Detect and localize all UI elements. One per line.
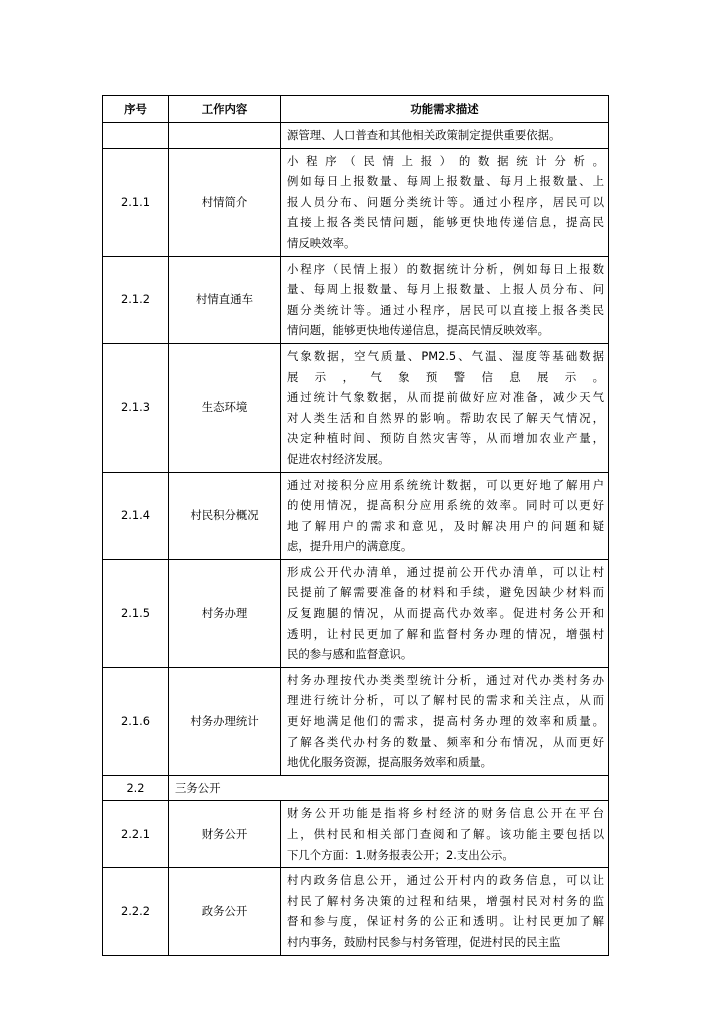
- table-row: [103, 559, 609, 667]
- table-row: [103, 123, 609, 149]
- description-line: 促进农村经济发展。: [287, 451, 390, 466]
- function-description: [281, 123, 609, 149]
- description-line: 例如每日上报数量、每周上报数量、每月上报数量、上: [287, 174, 604, 189]
- table-row: [103, 801, 609, 868]
- description-line: 村内事务，鼓励村民参与村务管理，促进村民的民主监: [287, 934, 561, 949]
- description-line: 源管理、人口普查和其他相关政策制定提供重要依据。: [287, 128, 561, 142]
- table-header-row: [103, 96, 609, 123]
- description-line: 量、每周上报数量、每月上报数量、上报人员分布、问: [287, 282, 604, 297]
- description-line: 的使用情况，提高积分应用系统的效率。同时可以更好: [287, 498, 604, 513]
- header-description: 功能需求描述: [281, 96, 609, 123]
- description-line: 小程序（民情上报）的数据统计分析。: [287, 153, 604, 168]
- table-row: [103, 667, 609, 775]
- description-line: 地优化服务资源，提高服务效率和质量。: [287, 755, 493, 770]
- description-line: 报人员分布、问题分类统计等。通过小程序，居民可以: [287, 194, 604, 209]
- work-content: 政务公开: [169, 868, 281, 955]
- table-row: [103, 256, 609, 343]
- row-number: 2.1.3: [103, 343, 169, 472]
- function-description: [281, 343, 609, 472]
- table-row: [103, 343, 609, 472]
- row-number: 2.1.4: [103, 472, 169, 559]
- work-content: 村务办理: [169, 559, 281, 667]
- function-description: [281, 148, 609, 256]
- description-line: 小程序（民情上报）的数据统计分析，例如每日上报数: [287, 261, 604, 276]
- description-line: 决定种植时间、预防自然灾害等，从而增加农业产量，: [287, 431, 604, 446]
- row-number: 2.1.6: [103, 667, 169, 775]
- description-line: 村务办理按代办类类型统计分析，通过对代办类村务办: [287, 672, 604, 687]
- description-line: 民的参与感和监督意识。: [287, 647, 413, 662]
- row-number: 2.1.5: [103, 559, 169, 667]
- header-no: 序号: [103, 96, 169, 123]
- description-line: 反复跑腿的情况，从而提高代办效率。促进村务公开和: [287, 606, 604, 621]
- description-line: 情问题，能够更快地传递信息，提高民情反映效率。: [287, 323, 549, 338]
- section-row: [103, 775, 609, 801]
- description-line: 村内政务信息公开，通过公开村内的政务信息，可以让: [287, 873, 604, 888]
- description-line: 督和参与度，保证村务的公正和透明。让村民更加了解: [287, 914, 604, 929]
- section-title: 三务公开: [169, 775, 609, 801]
- description-line: 地了解用户的需求和意见，及时解决用户的问题和疑: [287, 518, 604, 533]
- function-description: [281, 868, 609, 955]
- description-line: 形成公开代办清单，通过提前公开代办清单，可以让村: [287, 564, 604, 579]
- description-line: 对人类生活和自然界的影响。帮助农民了解天气情况，: [287, 410, 604, 425]
- table-row: [103, 148, 609, 256]
- description-line: 民提前了解需要准备的材料和手续，避免因缺少材料而: [287, 585, 604, 600]
- function-description: [281, 667, 609, 775]
- function-description: [281, 801, 609, 868]
- requirements-table: [102, 95, 609, 956]
- description-line: 村民了解村务决策的过程和结果，增强村民对村务的监: [287, 893, 604, 908]
- work-content: 财务公开: [169, 801, 281, 868]
- header-work-content: 工作内容: [169, 96, 281, 123]
- description-line: 通过对接积分应用系统统计数据，可以更好地了解用户: [287, 477, 604, 492]
- description-line: 气象数据，空气质量、PM2.5、气温、湿度等基础数据: [287, 348, 604, 363]
- function-description: [281, 256, 609, 343]
- work-content: 村情简介: [169, 148, 281, 256]
- description-line: 更好地满足他们的需求，提高村务办理的效率和质量。: [287, 714, 604, 729]
- description-line: 直接上报各类民情问题，能够更快地传递信息，提高民: [287, 215, 604, 230]
- table-body: [103, 123, 609, 956]
- description-line: 财务公开功能是指将乡村经济的财务信息公开在平台: [287, 806, 604, 821]
- description-line: 展示，气象预警信息展示。: [287, 369, 604, 384]
- section-number: 2.2: [103, 775, 169, 801]
- description-line: 题分类统计等。通过小程序，居民可以直接上报各类民: [287, 302, 604, 317]
- row-number: 2.2.2: [103, 868, 169, 955]
- description-line: 上，供村民和相关部门查阅和了解。该功能主要包括以: [287, 827, 604, 841]
- description-line: 下几个方面：1.财务报表公开；2.支出公示。: [287, 847, 514, 862]
- description-line: 情反映效率。: [287, 235, 356, 250]
- row-number: 2.2.1: [103, 801, 169, 868]
- function-description: [281, 472, 609, 559]
- description-line: 虑，提升用户的满意度。: [287, 539, 413, 554]
- work-content: 生态环境: [169, 343, 281, 472]
- row-number: 2.1.2: [103, 256, 169, 343]
- work-content: [169, 123, 281, 149]
- work-content: 村民积分概况: [169, 472, 281, 559]
- row-number: [103, 123, 169, 149]
- description-line: 透明，让村民更加了解和监督村务办理的情况，增强村: [287, 626, 604, 641]
- work-content: 村务办理统计: [169, 667, 281, 775]
- work-content: 村情直通车: [169, 256, 281, 343]
- description-line: 了解各类代办村务的数量、频率和分布情况，从而更好: [287, 734, 604, 749]
- row-number: 2.1.1: [103, 148, 169, 256]
- table-row: [103, 472, 609, 559]
- description-line: 理进行统计分析，可以了解村民的需求和关注点，从而: [287, 693, 604, 708]
- table-row: [103, 868, 609, 955]
- function-description: [281, 559, 609, 667]
- description-line: 通过统计气象数据，从而提前做好应对准备，减少天气: [287, 390, 604, 405]
